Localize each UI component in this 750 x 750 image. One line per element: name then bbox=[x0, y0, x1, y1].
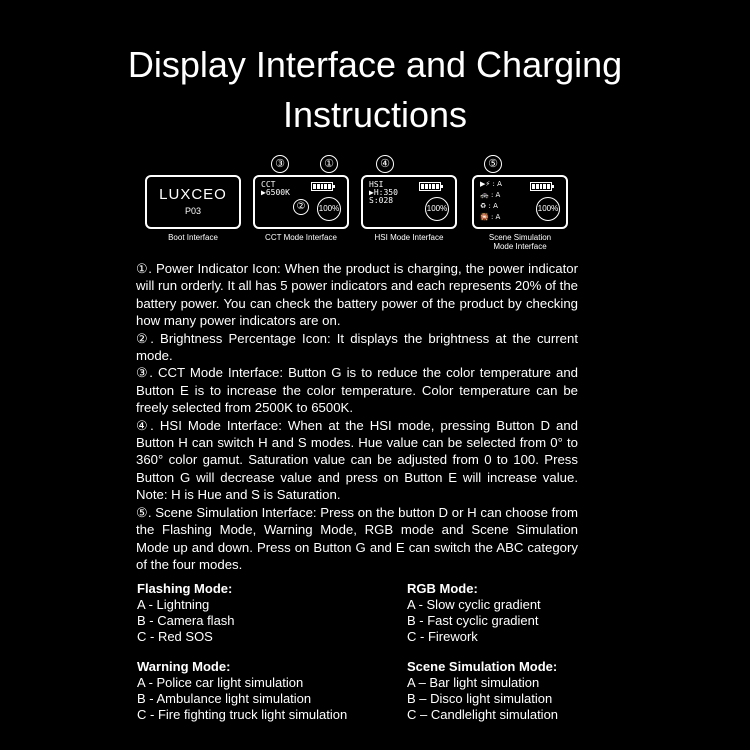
marker-5: ⑤ bbox=[484, 155, 502, 173]
rgb-mode-item: A - Slow cyclic gradient bbox=[407, 597, 541, 612]
warning-mode-item: C - Fire fighting truck light simulation bbox=[137, 707, 348, 722]
brightness-indicator: 100% bbox=[425, 197, 449, 221]
display-diagram bbox=[0, 155, 750, 250]
scene-row-flashing: ▶⚡ : A bbox=[480, 180, 502, 188]
marker-2: ② bbox=[293, 199, 309, 215]
flashing-mode-item: B - Camera flash bbox=[137, 613, 235, 628]
battery-icon bbox=[419, 182, 441, 191]
rgb-mode-title: RGB Mode: bbox=[407, 581, 478, 596]
cct-mode-label: CCT bbox=[261, 180, 276, 189]
brightness-indicator: 100% bbox=[536, 197, 560, 221]
hsi-hue-value: ▶H:350 bbox=[369, 188, 398, 197]
instruction-scene-simulation: ⑤. Scene Simulation Interface: Press on the button D or H can choose from the Flashing Mode, Warning Mode, RGB mode and Scene Simulation Mode up and down. Press on Button G and E can switch the ABC category of the four modes. bbox=[136, 504, 578, 572]
brightness-indicator: 100% bbox=[317, 197, 341, 221]
title-line-2: Instructions bbox=[282, 94, 468, 135]
scene-simulation-mode-item: A – Bar light simulation bbox=[407, 675, 540, 690]
warning-mode-group bbox=[137, 659, 347, 723]
hsi-saturation-value: S:028 bbox=[369, 196, 394, 205]
hsi-mode-label: HSI bbox=[369, 180, 384, 189]
warning-mode-item: A - Police car light simulation bbox=[137, 675, 304, 690]
cct-caption: CCT Mode Interface bbox=[265, 233, 337, 242]
cct-screen bbox=[253, 175, 349, 229]
boot-screen bbox=[145, 175, 241, 229]
scene-simulation-mode-group bbox=[407, 659, 558, 723]
marker-4: ④ bbox=[376, 155, 394, 173]
battery-icon bbox=[311, 182, 333, 191]
battery-icon bbox=[530, 182, 552, 191]
warning-mode-item: B - Ambulance light simulation bbox=[137, 691, 312, 706]
hsi-caption: HSI Mode Interface bbox=[374, 233, 444, 242]
instruction-power-indicator: ①. Power Indicator Icon: When the product is charging, the power indicator will run orderly. It all has 5 power indicators and each represents 20% of the battery power. You can check the battery power of the product by checking how many power indicators are on. bbox=[136, 261, 578, 329]
scene-simulation-mode-item: B – Disco light simulation bbox=[407, 691, 553, 706]
warning-mode-title: Warning Mode: bbox=[137, 659, 231, 674]
marker-3: ③ bbox=[271, 155, 289, 173]
flashing-mode-item: C - Red SOS bbox=[137, 629, 213, 644]
instruction-brightness: ②. Brightness Percentage Icon: It displays the brightness at the current mode. bbox=[136, 330, 578, 364]
flashing-mode-title: Flashing Mode: bbox=[137, 581, 233, 596]
scene-caption bbox=[460, 233, 580, 251]
scene-caption-line-1: Scene Simulation bbox=[488, 233, 552, 242]
scene-screen bbox=[472, 175, 568, 229]
scene-caption-line-2: Mode Interface bbox=[493, 242, 547, 251]
rgb-mode-group bbox=[407, 581, 558, 645]
title-line-1: Display Interface and Charging bbox=[127, 44, 623, 85]
rgb-mode-item: B - Fast cyclic gradient bbox=[407, 613, 539, 628]
flashing-mode-item: A - Lightning bbox=[137, 597, 210, 612]
cct-value: ▶6500K bbox=[261, 188, 290, 197]
rgb-mode-item: C - Firework bbox=[407, 629, 478, 644]
modes-left-column bbox=[137, 581, 347, 723]
instruction-hsi-mode: ④. HSI Mode Interface: When at the HSI mode, pressing Button D and Button H can switch H and S modes. Hue value can be selected from 0° to 360° color gamut. Saturation value can be adjusted from 0 to 100. Press Button G will decrease value and press on Button E will increase value. Note: H is Hue and S is Saturation. bbox=[136, 417, 578, 503]
scene-row-rgb: ♻ : A bbox=[480, 202, 498, 210]
boot-caption: Boot Interface bbox=[168, 233, 218, 242]
scene-row-warning: 🚓 : A bbox=[480, 191, 501, 199]
scene-simulation-mode-title: Scene Simulation Mode: bbox=[407, 659, 558, 674]
modes-right-column bbox=[407, 581, 558, 723]
scene-row-scene: 🎇 : A bbox=[480, 213, 501, 221]
mode-lists bbox=[0, 581, 750, 741]
marker-1: ① bbox=[320, 155, 338, 173]
luxceo-logo: LUXCEO bbox=[159, 186, 227, 203]
instructions-text bbox=[136, 260, 578, 573]
model-label: P03 bbox=[184, 206, 201, 216]
page-title bbox=[0, 40, 750, 140]
instruction-cct-mode: ③. CCT Mode Interface: Button G is to reduce the color temperature and Button E is to increase the color temperature. Color temperature can be freely selected from 2500K to 6500K. bbox=[136, 365, 578, 416]
scene-simulation-mode-item: C – Candlelight simulation bbox=[407, 707, 559, 722]
flashing-mode-group bbox=[137, 581, 347, 645]
hsi-screen bbox=[361, 175, 457, 229]
